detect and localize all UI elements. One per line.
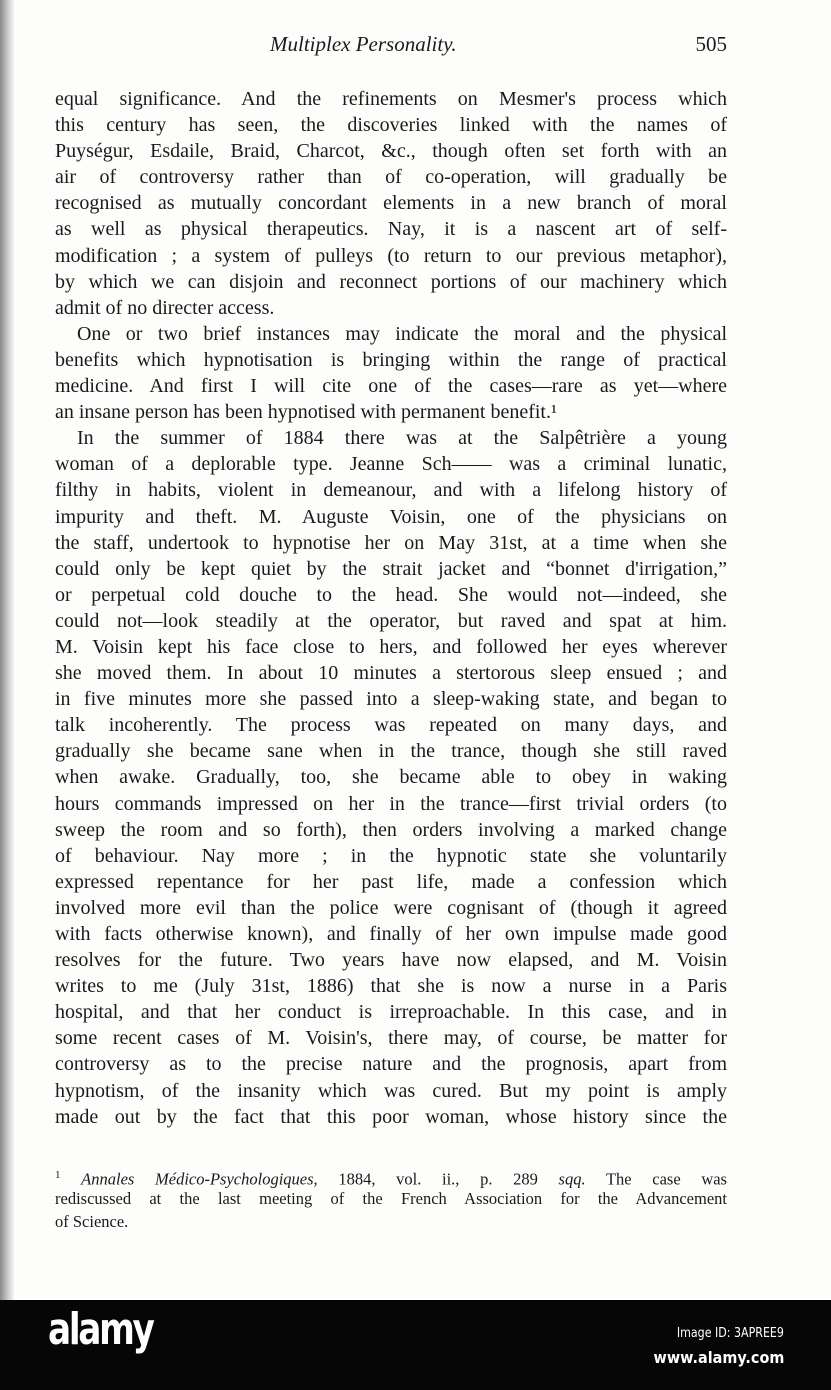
text-line: woman of a deplorable type. Jeanne Sch—— was a criminal lunatic, bbox=[55, 453, 727, 476]
text-line: Puységur, Esdaile, Braid, Charcot, &c., though often set forth with an bbox=[55, 140, 727, 163]
footnote-sqq: sqq. bbox=[558, 1169, 586, 1189]
text-line: impurity and theft. M. Auguste Voisin, one of the physicians on bbox=[55, 505, 727, 528]
text-line: as well as physical therapeutics. Nay, it is a nascent art of self- bbox=[55, 218, 727, 241]
text-line: benefits which hypnotisation is bringing within the range of practical bbox=[55, 348, 727, 371]
text-line: writes to me (July 31st, 1886) that she is now a nurse in a Paris bbox=[55, 975, 727, 998]
footnote bbox=[55, 1164, 727, 1233]
text-line: made out by the fact that this poor woman, whose history since the bbox=[55, 1105, 727, 1128]
text-line: or perpetual cold douche to the head. She would not—indeed, she bbox=[55, 583, 727, 606]
watermark-bar bbox=[0, 1300, 831, 1390]
text-line: resolves for the future. Two years have now elapsed, and M. Voisin bbox=[55, 949, 727, 972]
page-number: 505 bbox=[695, 32, 727, 56]
text-line: with facts otherwise known), and finally of her own impulse made good bbox=[55, 923, 727, 945]
footnote-line: of Science. bbox=[55, 1212, 129, 1231]
text-line: equal significance. And the refinements on Mesmer's process which bbox=[55, 88, 727, 110]
text-line: she moved them. In about 10 minutes a stertorous sleep ensued ; and bbox=[55, 662, 727, 685]
footnote-line: rediscussed at the last meeting of the French Association for the Advancement bbox=[55, 1189, 727, 1208]
site-url: www.alamy.com bbox=[653, 1348, 784, 1367]
book-spine-shadow bbox=[0, 0, 14, 1300]
footnote-source-title: Annales Médico-Psychologiques, bbox=[81, 1169, 318, 1189]
text-line: in five minutes more she passed into a sleep-waking state, and began to bbox=[55, 688, 727, 711]
text-line: hours commands impressed on her in the trance—first trivial orders (to bbox=[55, 792, 727, 815]
paragraph bbox=[55, 86, 727, 321]
text-line: medicine. And first I will cite one of the cases—rare as yet—where bbox=[55, 375, 727, 398]
footnote-text: The case was bbox=[585, 1169, 727, 1189]
body-text bbox=[55, 86, 727, 1130]
footnote-line bbox=[55, 1164, 727, 1187]
text-line: filthy in habits, violent in demeanour, and with a lifelong history of bbox=[55, 479, 727, 502]
text-line: In the summer of 1884 there was at the Salpêtrière a young bbox=[77, 427, 727, 450]
image-id: Image ID: 3APREE9 bbox=[676, 1326, 784, 1341]
text-line: this century has seen, the discoveries linked with the names of bbox=[55, 114, 727, 137]
text-line: air of controversy rather than of co-operation, will gradually be bbox=[55, 166, 727, 189]
text-line: hypnotism, of the insanity which was cured. But my point is amply bbox=[55, 1079, 727, 1102]
text-line: an insane person has been hypnotised with permanent benefit.¹ bbox=[55, 401, 557, 424]
text-line: hospital, and that her conduct is irreproachable. In this case, and in bbox=[55, 1001, 727, 1024]
text-line: gradually she became sane when in the trance, though she still raved bbox=[55, 740, 727, 763]
text-line: expressed repentance for her past life, made a confession which bbox=[55, 870, 727, 893]
text-line: when awake. Gradually, too, she became able to obey in waking bbox=[55, 766, 727, 789]
text-line: could only be kept quiet by the strait jacket and “bonnet d'irrigation,” bbox=[55, 557, 727, 580]
footnote-citation: 1884, vol. ii., p. 289 bbox=[317, 1169, 559, 1189]
text-line: talk incoherently. The process was repeated on many days, and bbox=[55, 714, 727, 737]
text-line: M. Voisin kept his face close to hers, and followed her eyes wherever bbox=[55, 635, 727, 658]
text-line: of behaviour. Nay more ; in the hypnotic state she voluntarily bbox=[55, 844, 727, 867]
paragraph bbox=[55, 321, 727, 425]
running-title: Multiplex Personality. bbox=[270, 32, 457, 56]
text-line: could not—look steadily at the operator, but raved and spat at him. bbox=[55, 609, 727, 632]
text-line: modification ; a system of pulleys (to return to our previous metaphor), bbox=[55, 244, 727, 267]
text-line: by which we can disjoin and reconnect portions of our machinery which bbox=[55, 270, 727, 293]
alamy-logo: alamy bbox=[48, 1304, 153, 1355]
page-header bbox=[55, 30, 727, 60]
text-line: the staff, undertook to hypnotise her on May 31st, at a time when she bbox=[55, 531, 727, 554]
text-line: involved more evil than the police were cognisant of (though it agreed bbox=[55, 896, 727, 919]
text-line: recognised as mutually concordant elements in a new branch of moral bbox=[55, 192, 727, 215]
footnote-marker: 1 bbox=[55, 1169, 61, 1181]
text-line: controversy as to the precise nature and the prognosis, apart from bbox=[55, 1053, 727, 1076]
text-line: sweep the room and so forth), then orders involving a marked change bbox=[55, 818, 727, 841]
text-line: One or two brief instances may indicate the moral and the physical bbox=[77, 322, 727, 345]
text-line: admit of no directer access. bbox=[55, 296, 275, 319]
text-line: some recent cases of M. Voisin's, there may, of course, be matter for bbox=[55, 1027, 727, 1050]
paragraph bbox=[55, 425, 727, 1130]
